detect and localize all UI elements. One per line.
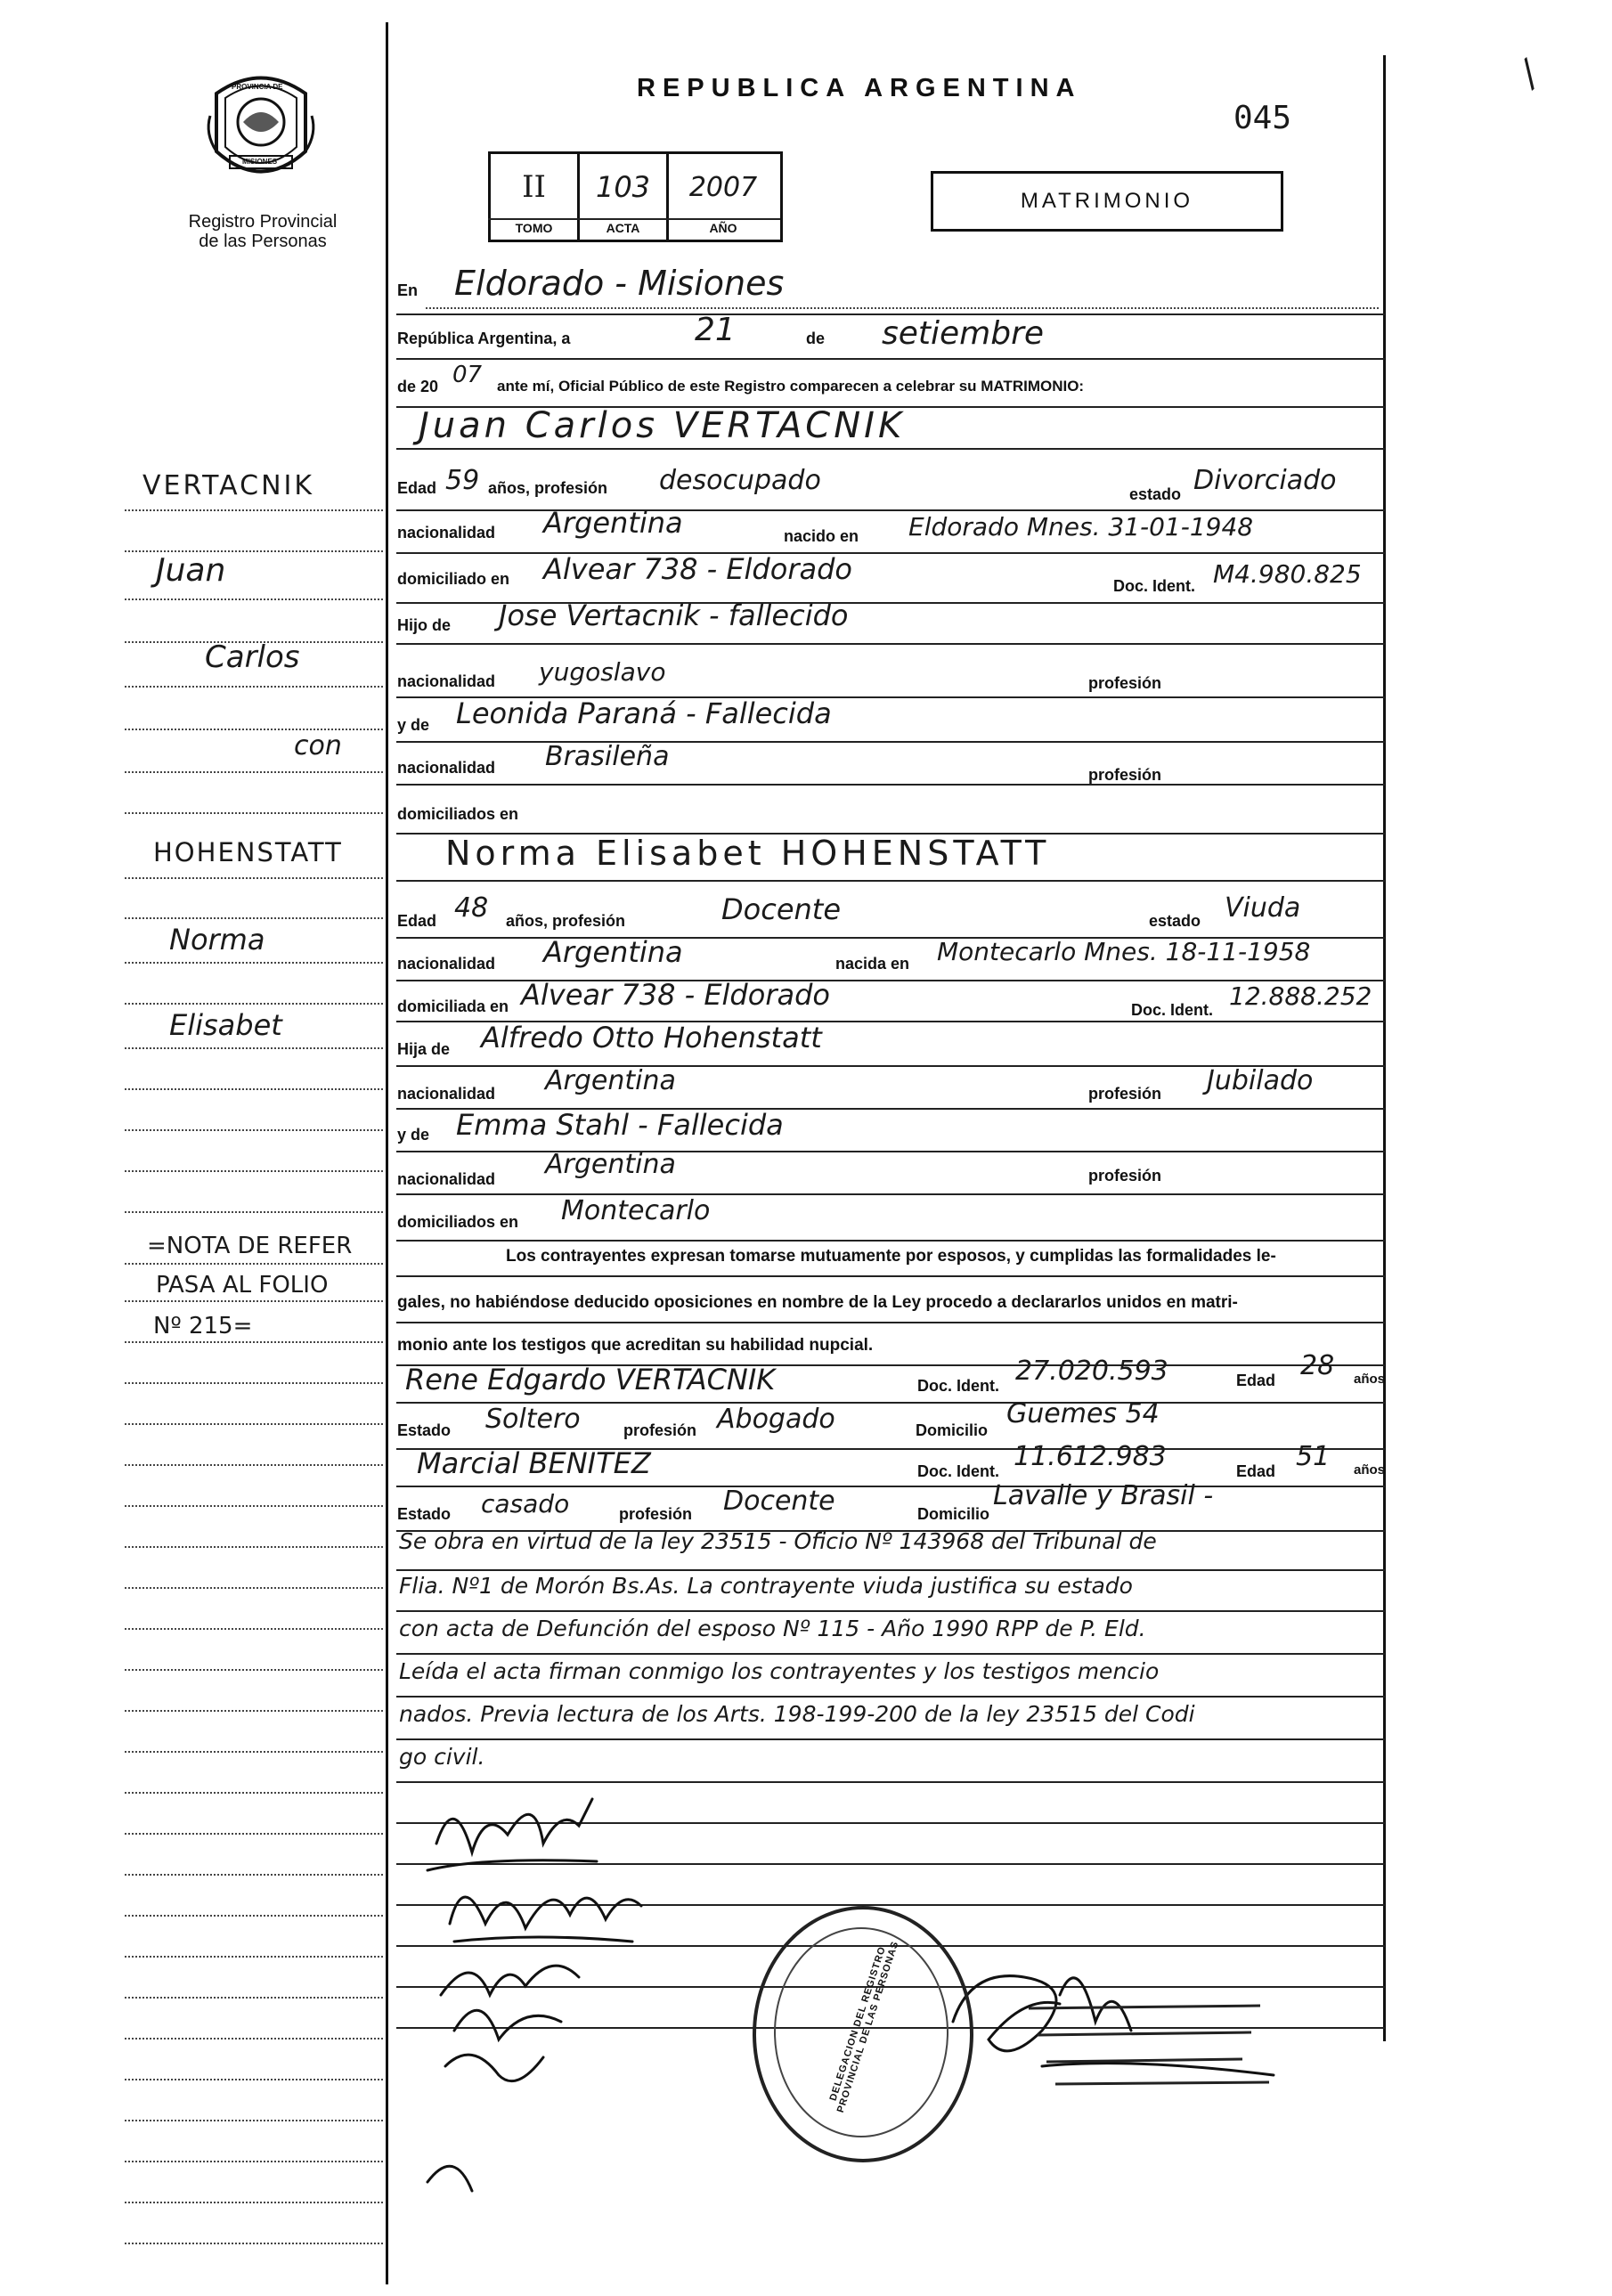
witness1-status: Soltero [485,1404,581,1435]
bride-nationality: Argentina [543,935,683,969]
bride-profession: Docente [721,892,842,926]
bride-age: 48 [454,892,489,924]
margin-con: con [294,730,342,761]
bride-yde-label: y de [397,1126,430,1144]
intro-statement: ante mí, Oficial Público de este Registro comparecen a celebrar su MATRIMONIO: [497,378,1085,395]
bride-edad-label: Edad [397,912,437,930]
registry-line-2: de las Personas [199,232,327,251]
margin-given-1b: Carlos [205,639,300,675]
groom-parents-dom-label: domiciliados en [397,805,519,823]
country-title: REPUBLICA ARGENTINA [637,74,1082,102]
groom-hijo-label: Hijo de [397,616,452,634]
note-line: nados. Previa lectura de los Arts. 198-199-200 de la ley 23515 del Codi [399,1701,1195,1727]
witness2-address: Lavalle y Brasil - [993,1480,1214,1511]
bride-father-prof-label: profesión [1088,1085,1162,1103]
groom-edad-label: Edad [397,479,437,497]
year-label: de 20 [397,378,439,395]
groom-age: 59 [445,465,480,496]
bride-parents-address: Montecarlo [561,1195,711,1226]
bride-mother-nat-label: nacionalidad [397,1170,496,1188]
groom-estado-label: estado [1129,485,1182,503]
note-line: Flia. Nº1 de Morón Bs.As. La contrayente viuda justifica su estado [399,1573,1133,1599]
groom-birth: Eldorado Mnes. 31-01-1948 [908,512,1254,541]
margin-note-2: PASA AL FOLIO [156,1272,329,1299]
margin-given-2a: Norma [169,923,265,957]
witness2-profession: Docente [723,1486,835,1517]
acta-label: ACTA [606,221,640,235]
margin-given-1a: Juan [156,552,226,589]
witness1-address: Guemes 54 [1006,1398,1160,1429]
groom-doc-label: Doc. Ident. [1113,577,1196,595]
witness1-age: 28 [1300,1350,1335,1381]
witness2-doc-label: Doc. Ident. [917,1462,1000,1480]
groom-father-nat-label: nacionalidad [397,672,496,690]
year-value: 07 [452,362,483,388]
groom-father-nationality: yugoslavo [539,657,666,687]
witness1-domicilio-label: Domicilio [916,1421,989,1439]
declaration-line-1: Los contrayentes expresan tomarse mutuamente por esposos, y cumplidas las formalidades le- [506,1247,1276,1266]
witness2-name: Marcial BENITEZ [417,1446,651,1480]
ano-value: 2007 [688,171,758,203]
groom-mother-prof-label: profesión [1088,766,1162,784]
groom-address: Alvear 738 - Eldorado [543,552,852,586]
bride-address: Alvear 738 - Eldorado [521,978,830,1012]
bride-father-nationality: Argentina [545,1065,676,1096]
groom-status: Divorciado [1193,465,1337,496]
note-line: Leída el acta firman conmigo los contrayentes y los testigos mencio [399,1658,1160,1684]
witness1-profesion-label: profesión [623,1421,697,1439]
bride-father-profession: Jubilado [1207,1065,1314,1096]
witness1-profession: Abogado [717,1404,835,1435]
stamp-text: DELEGACION DEL REGISTRO PROVINCIAL DE LAS PERSONAS [827,1940,901,2114]
note-line: go civil. [399,1744,485,1770]
bride-status: Viuda [1225,892,1301,924]
official-stamp-box [1002,1986,1269,2093]
bride-father-nat-label: nacionalidad [397,1085,496,1103]
witness1-name: Rene Edgardo VERTACNIK [405,1363,776,1396]
groom-nacido-label: nacido en [784,527,859,545]
groom-full-name: Juan Carlos VERTACNIK [419,405,906,446]
day-value: 21 [695,312,736,348]
month-value: setiembre [882,315,1045,352]
witness2-domicilio-label: Domicilio [917,1505,990,1523]
tomo-label: TOMO [515,221,553,235]
groom-father: Jose Vertacnik - fallecido [499,598,849,632]
bride-estado-label: estado [1149,912,1201,930]
witness1-estado-label: Estado [397,1421,452,1439]
bride-mother: Emma Stahl - Fallecida [456,1108,784,1142]
bride-parents-dom-label: domiciliados en [397,1213,519,1231]
registry-name [134,212,392,251]
page-number: 045 [1233,100,1292,136]
groom-father-prof-label: profesión [1088,674,1162,692]
bride-birth: Montecarlo Mnes. 18-11-1958 [937,937,1311,966]
groom-nacionalidad-label: nacionalidad [397,524,496,541]
groom-mother-nat-label: nacionalidad [397,759,496,777]
margin-given-2b: Elisabet [169,1008,282,1042]
place-value: Eldorado - Misiones [454,264,785,303]
witness1-doc-label: Doc. Ident. [917,1377,1000,1395]
witness2-doc: 11.612.983 [1014,1441,1167,1472]
declaration-line-2: gales, no habiéndose deducido oposiciones en nombre de la Ley procedo a declararlos unidos en matri- [397,1293,1238,1312]
de-label: de [806,330,826,347]
bride-mother-nationality: Argentina [545,1149,676,1180]
witness1-doc: 27.020.593 [1015,1356,1168,1387]
margin-surname-2: HOHENSTATT [153,837,343,867]
record-type-box: MATRIMONIO [931,171,1283,232]
witness2-estado-label: Estado [397,1505,452,1523]
ano-label: AÑO [709,221,737,235]
bride-anos-profesion-label: años, profesión [506,912,626,930]
bride-doc: 12.888.252 [1229,981,1372,1011]
witness2-status: casado [481,1489,570,1518]
provincial-seal [203,67,319,191]
note-line: Se obra en virtud de la ley 23515 - Oficio Nº 143968 del Tribunal de [399,1528,1157,1554]
groom-profession: desocupado [659,465,821,496]
groom-nationality: Argentina [543,506,683,540]
margin-note-1: =NOTA DE REFER [147,1233,353,1259]
bride-nacida-label: nacida en [835,955,910,973]
margin-surname-1: VERTACNIK [142,470,315,501]
bride-doc-label: Doc. Ident. [1131,1001,1214,1019]
corner-mark: / [1510,54,1547,94]
witness2-edad-label: Edad [1236,1462,1276,1480]
bride-full-name: Norma Elisabet HOHENSTATT [445,834,1051,873]
registry-stamp [753,1906,973,2162]
groom-doc: M4.980.825 [1213,559,1362,589]
groom-domiciliado-label: domiciliado en [397,570,510,588]
acta-value: 103 [595,170,651,204]
declaration-line-3: monio ante los testigos que acreditan su habilidad nupcial. [397,1336,874,1355]
seal-top-text: PROVINCIA DE [232,83,283,91]
note-line: con acta de Defunción del esposo Nº 115 - Año 1990 RPP de P. Eld. [399,1616,1146,1641]
seal-bottom-text: MISIONES [242,158,278,166]
witness2-age: 51 [1296,1441,1331,1472]
bride-mother-prof-label: profesión [1088,1167,1162,1185]
margin-note-3: Nº 215= [153,1313,253,1339]
registry-line-1: Registro Provincial [188,212,338,232]
groom-yde-label: y de [397,716,430,734]
witness2-profesion-label: profesión [619,1505,693,1523]
republic-label: República Argentina, a [397,330,571,347]
en-label: En [397,281,419,299]
groom-anos-profesion-label: años, profesión [488,479,608,497]
bride-hija-label: Hija de [397,1040,451,1058]
witness1-anos-label: años [1354,1372,1386,1387]
tomo-value: II [522,169,546,205]
bride-domiciliada-label: domiciliada en [397,997,509,1015]
bride-nacionalidad-label: nacionalidad [397,955,496,973]
official-stamp-icon [1002,1986,1269,2093]
groom-mother: Leonida Paraná - Fallecida [456,696,832,730]
bride-father: Alfredo Otto Hohenstatt [481,1021,822,1054]
witness1-edad-label: Edad [1236,1372,1276,1389]
groom-mother-nationality: Brasileña [545,741,670,772]
witness2-anos-label: años [1354,1462,1386,1478]
